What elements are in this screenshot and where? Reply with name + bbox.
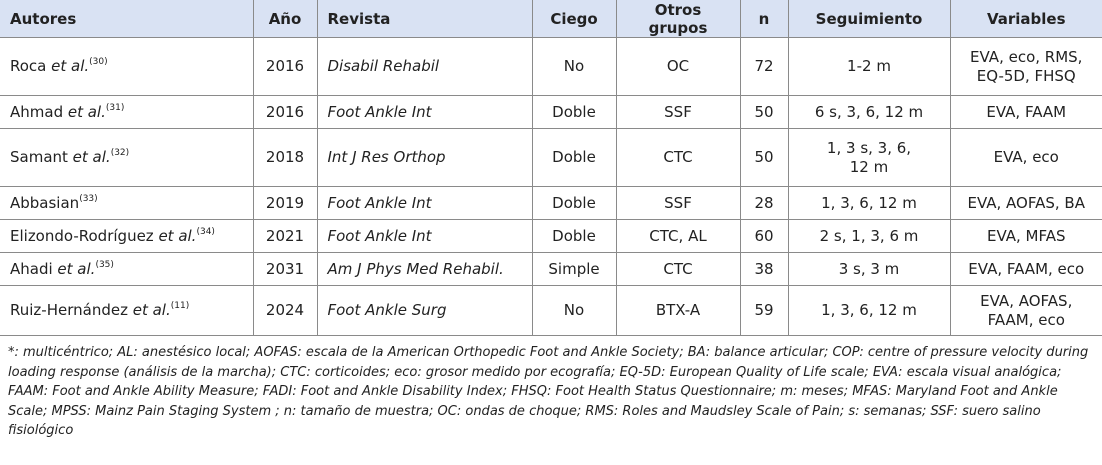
variables-cell: EVA, MFAS <box>950 220 1102 253</box>
blind-cell: No <box>532 286 616 336</box>
header-autores: Autores <box>0 0 253 38</box>
year-cell: 2016 <box>253 96 317 129</box>
table-row <box>0 286 1102 336</box>
n-cell: 38 <box>740 253 788 286</box>
header-otros-grupos: Otros grupos <box>616 0 740 38</box>
header-ano: Año <box>253 0 317 38</box>
author-cell <box>0 96 253 129</box>
author-ref: (35) <box>95 259 114 270</box>
variables-cell: EVA, AOFAS, FAAM, eco <box>950 286 1102 336</box>
author-cell <box>0 253 253 286</box>
year-cell: 2031 <box>253 253 317 286</box>
variables-cell: EVA, AOFAS, BA <box>950 187 1102 220</box>
journal-cell: Int J Res Orthop <box>317 129 532 187</box>
journal-cell: Disabil Rehabil <box>317 38 532 96</box>
journal-cell: Foot Ankle Int <box>317 187 532 220</box>
author-ref: (34) <box>196 226 215 237</box>
table-header-row <box>0 0 1102 38</box>
author-etal: et al. <box>46 57 90 75</box>
table-row <box>0 96 1102 129</box>
header-seguimiento: Seguimiento <box>788 0 950 38</box>
author-cell <box>0 220 253 253</box>
author-cell <box>0 187 253 220</box>
groups-cell: OC <box>616 38 740 96</box>
variables-cell: EVA, eco <box>950 129 1102 187</box>
table-row <box>0 129 1102 187</box>
journal-cell: Foot Ankle Int <box>317 220 532 253</box>
followup-cell: 6 s, 3, 6, 12 m <box>788 96 950 129</box>
year-cell: 2024 <box>253 286 317 336</box>
year-cell: 2016 <box>253 38 317 96</box>
blind-cell: Simple <box>532 253 616 286</box>
groups-cell: CTC, AL <box>616 220 740 253</box>
author-cell <box>0 129 253 187</box>
author-etal: et al. <box>63 102 106 121</box>
journal-cell: Am J Phys Med Rehabil. <box>317 253 532 286</box>
variables-cell: EVA, FAAM, eco <box>950 253 1102 286</box>
n-cell: 72 <box>740 38 788 96</box>
table-row <box>0 220 1102 253</box>
table-row <box>0 38 1102 96</box>
table-row <box>0 187 1102 220</box>
followup-cell: 1-2 m <box>788 38 950 96</box>
groups-cell: SSF <box>616 96 740 129</box>
n-cell: 50 <box>740 129 788 187</box>
followup-text: 1, 3 s, 3, 6, 12 m <box>826 138 912 176</box>
blind-cell: Doble <box>532 187 616 220</box>
author-name: Ahadi <box>10 259 53 278</box>
author-etal: et al. <box>67 148 111 166</box>
n-cell: 60 <box>740 220 788 253</box>
author-name: Ahmad <box>10 102 64 121</box>
author-etal: et al. <box>153 226 197 245</box>
blind-cell: Doble <box>532 129 616 187</box>
followup-cell: 3 s, 3 m <box>788 253 950 286</box>
author-cell <box>0 286 253 336</box>
n-cell: 50 <box>740 96 788 129</box>
journal-cell: Foot Ankle Surg <box>317 286 532 336</box>
year-cell: 2019 <box>253 187 317 220</box>
author-name: Elizondo-Rodríguez <box>10 226 154 245</box>
author-ref: (31) <box>105 102 125 113</box>
followup-cell: 1, 3, 6, 12 m <box>788 286 950 336</box>
n-cell: 59 <box>740 286 788 336</box>
journal-cell: Foot Ankle Int <box>317 96 532 129</box>
author-etal: et al. <box>52 259 96 278</box>
followup-cell: 2 s, 1, 3, 6 m <box>788 220 950 253</box>
author-name: Abbasian <box>10 193 80 212</box>
groups-cell: CTC <box>616 253 740 286</box>
groups-cell: CTC <box>616 129 740 187</box>
author-name: Roca <box>10 57 47 75</box>
groups-cell: SSF <box>616 187 740 220</box>
followup-cell <box>788 129 950 187</box>
followup-cell: 1, 3, 6, 12 m <box>788 187 950 220</box>
variables-cell: EVA, FAAM <box>950 96 1102 129</box>
author-name: Ruiz-Hernández <box>10 301 128 319</box>
header-n: n <box>740 0 788 38</box>
author-ref: (11) <box>170 301 190 311</box>
variables-cell: EVA, eco, RMS, EQ-5D, FHSQ <box>950 38 1102 96</box>
header-ciego: Ciego <box>532 0 616 38</box>
author-etal: et al. <box>127 301 171 319</box>
n-cell: 28 <box>740 187 788 220</box>
header-revista: Revista <box>317 0 532 38</box>
groups-cell: BTX-A <box>616 286 740 336</box>
table-row <box>0 253 1102 286</box>
year-cell: 2018 <box>253 129 317 187</box>
author-ref: (30) <box>89 57 108 67</box>
blind-cell: Doble <box>532 220 616 253</box>
author-name: Samant <box>10 148 68 166</box>
header-variables: Variables <box>950 0 1102 38</box>
author-ref: (33) <box>79 193 98 204</box>
author-cell <box>0 38 253 96</box>
blind-cell: Doble <box>532 96 616 129</box>
year-cell: 2021 <box>253 220 317 253</box>
author-ref: (32) <box>110 148 130 158</box>
blind-cell: No <box>532 38 616 96</box>
table-footnote: *: multicéntrico; AL: anestésico local; AOFAS: escala de la American Orthopedic Foot and Ankle Society; BA: balance articular; COP: centre of pressure velocity during loading response (análisis de la marcha); CTC: corticoides; eco: grosor medido por ecografía; EQ-5D: European Quality of Life scale; EVA: escala visual analógica; FAAM: Foot and Ankle Ability Measure; FADI: Foot and Ankle Disability Index; FHSQ: Foot Health Status Questionnaire; m: meses; MFAS: Maryland Foot and Ankle Scale; MPSS: Mainz Pain Staging System ; n: tamaño de muestra; OC: ondas de choque; RMS: Roles and Maudsley Scale of Pain; s: semanas; SSF: suero salino fisiológico <box>8 345 1089 438</box>
